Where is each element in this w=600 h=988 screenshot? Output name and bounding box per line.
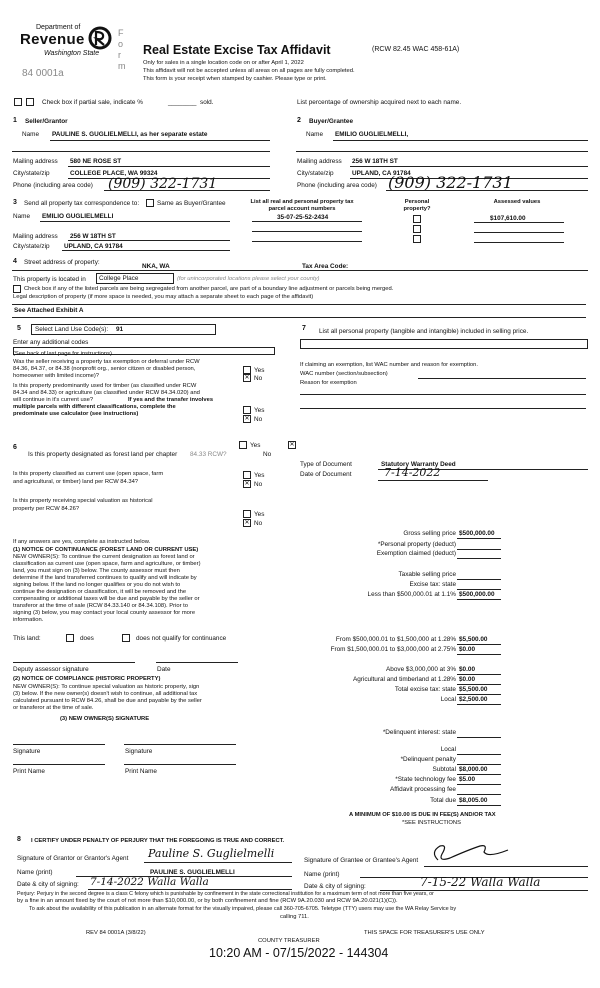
form-title: Real Estate Excise Tax Affidavit — [143, 43, 331, 57]
county-treasurer: COUNTY TREASURER — [258, 938, 320, 944]
notice1-heading: (1) NOTICE OF CONTINUANCE (FOREST LAND OR CURRENT USE) — [13, 547, 199, 553]
land-use-select[interactable] — [31, 324, 216, 335]
minimum-note: A MINIMUM OF $10.00 IS DUE IN FEE(S) AND/OR TAX — [349, 812, 496, 818]
tax-row-value[interactable]: $5,500.00 — [459, 686, 488, 693]
see-back-note: (See back of last page for instructions) — [13, 351, 112, 357]
same-as-buyer-label: Same as Buyer/Grantee — [157, 200, 226, 207]
located-select[interactable]: College Place — [96, 273, 174, 284]
doc-date-label: Date of Document — [300, 471, 352, 478]
buyer-name[interactable]: EMILIO GUGLIELMELLI, — [335, 131, 409, 138]
sec2-num: 2 — [297, 117, 301, 124]
partial-sale-checkbox-2[interactable] — [26, 98, 34, 106]
rev-number: REV 84 0001A (3/8/22) — [86, 930, 146, 936]
seller-name[interactable]: PAULINE S. GUGLIELMELLI, as her separate estate — [52, 131, 208, 138]
seller-city-label: City/state/zip — [13, 170, 50, 177]
notice1-line-4: determine if the land transferred continues to qualify and will indicate by — [13, 575, 197, 581]
q2-bold-2: multiple parcels with different classifications, complete the — [13, 404, 176, 410]
partial-sale-suffix: sold. — [200, 99, 214, 106]
forest-yes-label: Yes — [250, 442, 261, 449]
tax-row-label: Above $3,000,000 at 3% — [386, 666, 456, 673]
tax-row-value[interactable]: $2,500.00 — [459, 696, 488, 703]
notice1-line-7: compensating or additional taxes will be due and payable by the seller or — [13, 596, 200, 602]
personal-property-field[interactable] — [300, 339, 588, 349]
grantee-name-label: Name (print) — [304, 871, 340, 878]
sec3-city[interactable]: UPLAND, CA 91784 — [64, 243, 123, 250]
perjury-line-2: by a fine in an amount fixed by the court of not more than $10,000.00, or by both confinement and fine (RCW 9A.20.030 and RCW 9A.20.021(1)(C)). — [17, 898, 398, 904]
dept-line: Department of — [36, 24, 81, 31]
revenue-logo-icon — [88, 25, 112, 51]
tax-row-label: Subtotal — [432, 766, 456, 773]
tax-row-label: Total excise tax: state — [394, 686, 456, 693]
grantee-date-label: Date & city of signing: — [304, 883, 366, 890]
sec6-num: 6 — [13, 444, 17, 451]
does-not-checkbox[interactable] — [122, 634, 130, 642]
perjury-line-3: To ask about the availability of this publication in an alternate format for the visually impaired, please call 360-705-6705. Teletype (TTY) users may use the WA Relay Service by — [29, 906, 457, 912]
buyer-mail[interactable]: 256 W 18TH ST — [352, 158, 398, 165]
this-land-label: This land: — [13, 635, 41, 642]
exemption-line-2: WAC number (section/subsection) — [300, 371, 388, 377]
parcel-heading: List all real and personal property tax parcel account numbers — [250, 199, 354, 212]
historic-q-1: Is this property receiving special valuation as historical — [13, 498, 153, 504]
perjury-line-4: calling 711. — [280, 914, 309, 920]
if-yes-note: If any answers are yes, complete as instructed below. — [13, 539, 151, 545]
current-use-yes-checkbox[interactable] — [243, 471, 251, 479]
sec3-mail[interactable]: 256 W 18TH ST — [70, 233, 116, 240]
rcw-ref: (RCW 82.45 WAC 458-61A) — [372, 46, 460, 53]
tax-area-label: Tax Area Code: — [302, 263, 349, 270]
q2-yes-label: Yes — [254, 407, 265, 414]
sec3-name-label: Name — [13, 213, 31, 220]
notice1-line-2: classification as current use (open space, farm and agriculture, or timber) — [13, 561, 201, 567]
segregated-label: Check box if any of the listed parcels are being segregated from another parcel, are part of a boundary line adjustment or parcels being merged. — [24, 286, 394, 292]
receipt-stamp: 10:20 AM - 07/15/2022 - 144304 — [209, 946, 389, 960]
grantor-signature[interactable]: Pauline S. Guglielmelli — [148, 847, 275, 860]
buyer-city[interactable]: UPLAND, CA 91784 — [352, 170, 411, 177]
ownership-note: List percentage of ownership acquired next to each name. — [297, 99, 462, 106]
notice1-line-3: land, you must sign on (3) below. The county assessor must then — [13, 568, 180, 574]
q2-line-2: 84.34 and 84.33) or agriculture (as classified under RCW 84.34.020) and — [13, 390, 200, 396]
q1-no-checkbox[interactable]: ✕ — [244, 375, 250, 381]
exemption-line-1: If claiming an exemption, list WAC number and reason for exemption. — [300, 362, 478, 368]
tax-row-value[interactable]: $5,500.00 — [459, 636, 488, 643]
forest-no-label: No — [263, 451, 272, 458]
form-vertical: F o r m — [118, 28, 126, 71]
tax-row-label: From $500,000.01 to $1,500,000 at 1.28% — [335, 636, 456, 643]
tax-row-label: *Delinquent interest: state — [382, 729, 456, 736]
sec3-mail-label: Mailing address — [13, 233, 58, 240]
buyer-city-label: City/state/zip — [297, 170, 334, 177]
notice2-line-2: (3) below. If the new owner(s) doesn't wish to continue, all additional tax — [13, 691, 198, 697]
grantee-date-city[interactable]: 7-15-22 Walla Walla — [420, 875, 541, 889]
buyer-name-label: Name — [306, 131, 324, 138]
additional-codes-label: Enter any additional codes — [13, 339, 89, 346]
notice3-heading: (3) NEW OWNER(S) SIGNATURE — [60, 716, 150, 722]
assessed-heading: Assessed values — [493, 199, 541, 205]
header-note-1: Only for sales in a single location code on or after April 1, 2022 — [143, 60, 304, 66]
does-not-label: does not qualify for continuance — [136, 635, 227, 642]
owner-print-label-2: Print Name — [125, 768, 157, 775]
q2-line-1: Is this property predominantly used for timber (as classified under RCW — [13, 383, 197, 389]
forest-yes-checkbox[interactable] — [239, 441, 247, 449]
notice1-line-8: transferor at the time of sale (RCW 84.33.140 or 84.34.108). Prior to — [13, 603, 188, 609]
deputy-signature-label: Deputy assessor signature — [13, 666, 89, 673]
tax-row-label: *Personal property (deduct) — [377, 541, 456, 548]
tax-row-value[interactable]: $8,005.00 — [459, 797, 488, 804]
current-use-no-checkbox[interactable]: ✕ — [244, 481, 250, 487]
land-use-code: 91 — [115, 326, 124, 333]
partial-sale-label: Check box if partial sale, indicate % — [42, 99, 143, 106]
historic-q-2: property per RCW 84.26? — [13, 506, 80, 512]
sec4-num: 4 — [13, 258, 17, 265]
grantor-sig-label: Signature of Grantor or Grantor's Agent — [17, 855, 129, 862]
tax-row-label: *Delinquent penalty — [400, 756, 456, 763]
state-line: Washington State — [44, 50, 100, 57]
sec1-num: 1 — [13, 117, 17, 124]
unincorporated-note: (for unincorporated locations please select your county) — [177, 276, 320, 282]
see-instructions: *SEE INSTRUCTIONS — [402, 820, 461, 826]
grantor-name-label: Name (print) — [17, 869, 53, 876]
tax-row-value[interactable]: $0.00 — [459, 666, 475, 673]
buyer-phone-label: Phone (including area code) — [297, 182, 377, 189]
partial-sale-blank[interactable]: ________ — [168, 99, 197, 106]
header-note-2: This affidavit will not be accepted unless all areas on all pages are fully completed. — [143, 68, 355, 74]
q1-line-2: 84.36, 84.37, or 84.38 (nonprofit org., senior citizen or disabled person, — [13, 366, 196, 372]
tax-row-label: Agricultural and timberland at 1.28% — [352, 676, 456, 683]
tax-row-label: Less than $500,000.01 at 1.1% — [367, 591, 456, 598]
sec7-num: 7 — [302, 325, 306, 332]
buyer-phone[interactable]: (909) 322-1731 — [388, 173, 513, 192]
owner-signature-label-2: Signature — [125, 748, 153, 755]
personal-property-checkbox-3[interactable] — [413, 235, 421, 243]
notice2-line-4: or transferor at the time of sale. — [13, 705, 94, 711]
grantor-date-label: Date & city of signing: — [17, 881, 79, 888]
doc-type-label: Type of Document — [300, 461, 352, 468]
same-as-buyer-checkbox[interactable] — [146, 199, 154, 207]
notice2-line-3: calculated pursuant to RCW 84.26, shall be due and payable by the seller — [13, 698, 202, 704]
tax-row-label: Total due — [430, 797, 456, 804]
tax-row-label: Affidavit processing fee — [390, 786, 456, 793]
doc-type-value[interactable]: Statutory Warranty Deed — [381, 461, 456, 468]
notice1-line-6: continue the designation or classification, it will be removed and the — [13, 589, 187, 595]
seller-mail-label: Mailing address — [13, 158, 58, 165]
notice2-heading: (2) NOTICE OF COMPLIANCE (HISTORIC PROPERTY) — [13, 676, 161, 682]
seller-heading: Seller/Grantor — [25, 118, 68, 125]
tax-row-value[interactable]: $500,000.00 — [459, 591, 495, 598]
q2-no-checkbox[interactable]: ✕ — [244, 416, 250, 422]
agency-logo-text: Revenue — [20, 31, 85, 48]
q2-no-label: No — [254, 416, 263, 423]
tax-row-label: Local — [440, 696, 456, 703]
q1-yes-label: Yes — [254, 367, 265, 374]
notice1-line-1: NEW OWNER(S): To continue the current designation as forest land or — [13, 554, 195, 560]
q2-bold-3: predominate use calculator (see instructions) — [13, 411, 139, 417]
located-label: This property is located in — [13, 276, 86, 283]
current-use-q-2: and agricultural, or timber) land per RCW 84.34? — [13, 479, 139, 485]
seller-phone-label: Phone (including area code) — [13, 182, 93, 189]
sec3-heading: Send all property tax correspondence to: — [24, 200, 140, 207]
forest-question: Is this property designated as forest land per chapter — [28, 451, 178, 458]
forest-no-checkbox[interactable]: ✕ — [289, 442, 295, 448]
notice1-line-10: information. — [13, 617, 44, 623]
grantor-date-city[interactable]: 7-14-2022 Walla Walla — [90, 876, 209, 888]
exemption-line-3: Reason for exemption — [300, 380, 357, 386]
perjury-line-1: Perjury: Perjury in the second degree is a class C felony which is punishable by confinement in the state correctional institution for a maximum term of not more than five years, or — [17, 891, 434, 897]
tax-row-label: Gross selling price — [403, 530, 456, 537]
partial-sale-checkbox-1[interactable] — [14, 98, 22, 106]
tax-row-label: From $1,500,000.01 to $3,000,000 at 2.75% — [330, 646, 456, 653]
grantee-sig-label: Signature of Grantee or Grantee's Agent — [304, 857, 419, 864]
buyer-heading: Buyer/Grantee — [309, 118, 354, 125]
doc-date-value[interactable]: 7-14-2022 — [384, 466, 441, 479]
personal-property-heading: Personal property? — [403, 199, 431, 212]
q1-line-1: Was the seller receiving a property tax exemption or deferral under RCW — [13, 359, 200, 365]
q2-line-3: will continue in it's current use? — [13, 397, 94, 403]
assessed-value[interactable]: $107,610.00 — [490, 215, 526, 222]
tax-row-label: Taxable selling price — [398, 571, 456, 578]
tax-row-value[interactable]: $0.00 — [459, 676, 475, 683]
historic-no-checkbox[interactable]: ✕ — [244, 520, 250, 526]
tax-row-label: *State technology fee — [395, 776, 456, 783]
header-note-3: This form is your receipt when stamped by cashier. Please type or print. — [143, 76, 327, 82]
grantee-signature[interactable] — [428, 840, 518, 868]
tax-row-label: Excise tax: state — [409, 581, 456, 588]
legal-label: Legal description of property (if more space is needed, you may attach a separate sheet to each page of the affidavit) — [13, 294, 314, 300]
notice1-line-5: signing below. If the land no longer qualifies or you do not wish to — [13, 582, 181, 588]
q1-yes-checkbox[interactable] — [243, 366, 251, 374]
legal-description-field[interactable]: See Attached Exhibit A — [12, 304, 586, 318]
sec3-num: 3 — [13, 199, 17, 206]
owner-print-label-1: Print Name — [13, 768, 45, 775]
certify-text: I CERTIFY UNDER PENALTY OF PERJURY THAT THE FOREGOING IS TRUE AND CORRECT. — [31, 838, 285, 844]
parcel-number[interactable]: 35-07-25-52-2434 — [277, 214, 329, 221]
tax-row-value[interactable]: $0.00 — [459, 646, 475, 653]
q1-no-label: No — [254, 375, 263, 382]
buyer-mail-label: Mailing address — [297, 158, 342, 165]
q2-yes-checkbox[interactable] — [243, 406, 251, 414]
seller-city[interactable]: COLLEGE PLACE, WA 99324 — [70, 170, 158, 177]
tax-row-label: Exemption claimed (deduct) — [376, 550, 456, 557]
grantor-name[interactable]: PAULINE S. GUGLIELMELLI — [150, 869, 235, 876]
notice1-line-9: signing (3) below, you may contact your local county assessor for more — [13, 610, 196, 616]
sec3-city-label: City/state/zip — [13, 243, 50, 250]
does-label: does — [80, 635, 94, 642]
personal-property-checkbox-1[interactable] — [413, 215, 421, 223]
segregated-checkbox[interactable] — [13, 285, 21, 293]
deputy-date-label: Date — [157, 666, 171, 673]
historic-yes-label: Yes — [254, 511, 265, 518]
current-use-q-1: Is this property classified as current use (open space, farm — [13, 471, 164, 477]
seller-mail[interactable]: 580 NE ROSE ST — [70, 158, 122, 165]
q2-bold-1: If yes and the transfer involves — [128, 397, 214, 403]
sec5-num: 5 — [17, 325, 21, 332]
current-use-yes-label: Yes — [254, 472, 265, 479]
sec3-name[interactable]: EMILIO GUGLIELMELLI — [42, 213, 114, 220]
seller-phone[interactable]: (909) 322-1731 — [108, 176, 218, 192]
tax-row-value[interactable]: $5.00 — [459, 776, 475, 783]
sec8-num: 8 — [17, 836, 21, 843]
historic-no-label: No — [254, 520, 263, 527]
land-use-label: Select Land Use Code(s): — [35, 326, 109, 333]
tax-row-label: Local — [440, 746, 456, 753]
historic-yes-checkbox[interactable] — [243, 510, 251, 518]
street-label: Street address of property: — [24, 259, 100, 266]
personal-property-checkbox-2[interactable] — [413, 225, 421, 233]
does-checkbox[interactable] — [66, 634, 74, 642]
notice2-line-1: NEW OWNER(S): To continue special valuation as historic property, sign — [13, 684, 200, 690]
current-use-no-label: No — [254, 481, 263, 488]
seller-name-label: Name — [22, 131, 40, 138]
tax-row-value[interactable]: $500,000.00 — [459, 530, 495, 537]
street-value[interactable]: NKA, WA — [142, 263, 170, 270]
treasurer-space: THIS SPACE FOR TREASURER'S USE ONLY — [364, 930, 485, 936]
sec7-label: List all personal property (tangible and intangible) included in selling price. — [319, 328, 529, 335]
owner-signature-label-1: Signature — [13, 748, 41, 755]
form-number: 84 0001a — [22, 68, 64, 79]
q1-line-3: homeowner with limited income)? — [13, 373, 100, 379]
forest-question-ref: 84.33 RCW? — [190, 451, 227, 458]
tax-row-value[interactable]: $8,000.00 — [459, 766, 488, 773]
